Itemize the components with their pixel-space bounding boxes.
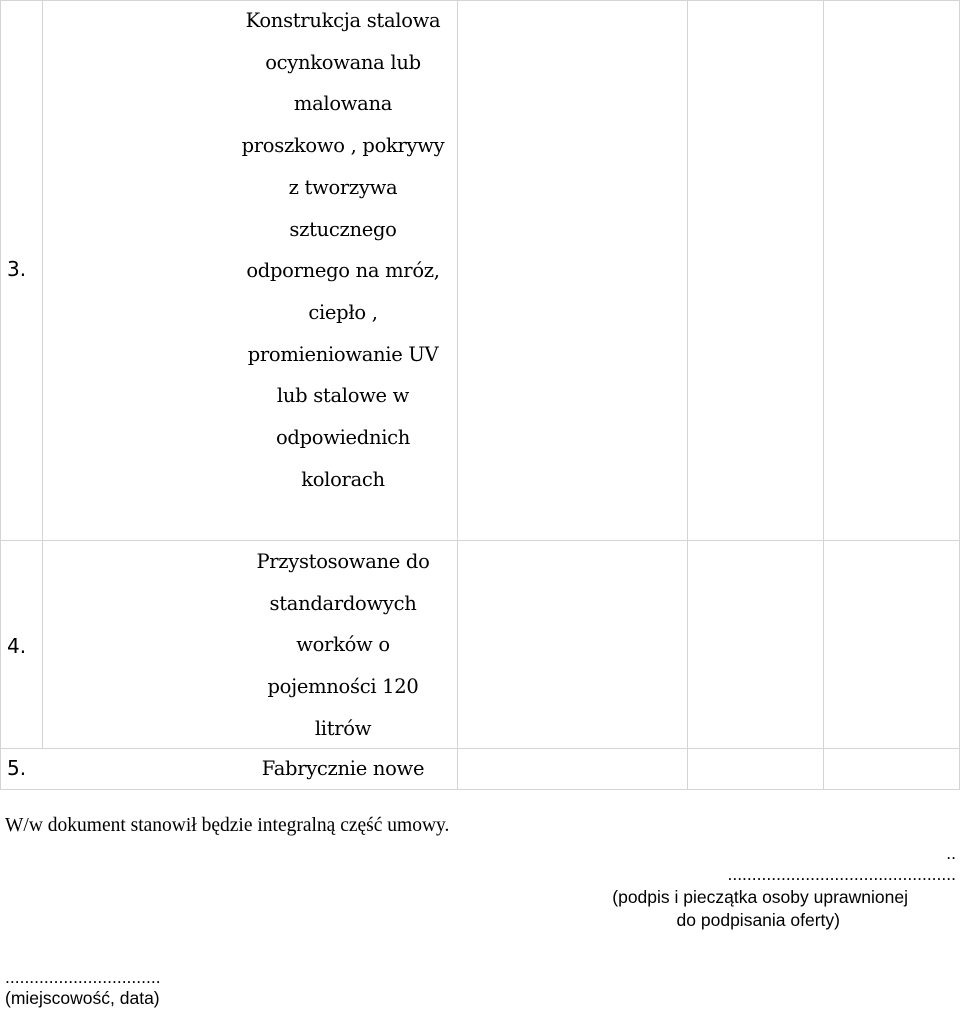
place-date-caption: (miejscowość, data) <box>5 988 160 1008</box>
row-divider <box>0 748 960 749</box>
row-description <box>228 0 458 500</box>
row-number: 3. <box>7 257 27 281</box>
description-line: odpowiednich <box>275 426 411 450</box>
table-border-bottom <box>0 789 960 790</box>
description-line: odpornego na mróz, <box>246 259 440 283</box>
signature-dots: .. <box>946 843 956 863</box>
column-divider <box>823 0 824 790</box>
description-line: ciepło , <box>308 300 378 324</box>
table-border-top <box>0 0 960 1</box>
description-line: worków o <box>296 633 390 657</box>
column-divider <box>687 0 688 790</box>
table-border-left <box>0 0 1 790</box>
description-line: pojemności 120 <box>267 675 419 699</box>
signature-dots: ............................................... <box>727 864 956 884</box>
signature-caption: (podpis i pieczątka osoby uprawnionej <box>612 887 908 907</box>
row-description <box>228 541 458 750</box>
description-line: promieniowanie UV <box>247 342 439 366</box>
description-line: Przystosowane do <box>256 550 430 573</box>
contract-note: W/w dokument stanowił będzie integralną część umowy. <box>5 815 450 836</box>
description-line: Fabrycznie nowe <box>261 757 425 780</box>
description-line: proszkowo , pokrywy <box>241 134 445 158</box>
place-date-dots: ................................ <box>5 967 161 987</box>
description-line: sztucznego <box>289 217 397 241</box>
description-line: lub stalowe w <box>276 384 410 408</box>
description-line: litrów <box>314 716 372 740</box>
row-number: 5. <box>7 756 27 780</box>
signature-caption: do podpisania oferty) <box>676 910 840 930</box>
description-line: malowana <box>293 92 393 116</box>
description-line: kolorach <box>301 467 385 491</box>
row-number: 4. <box>7 634 27 658</box>
row-description <box>228 748 458 790</box>
description-line: Konstrukcja stalowa <box>245 9 441 32</box>
description-line: ocynkowana lub <box>265 50 421 74</box>
row-divider <box>0 540 960 541</box>
description-line: standardowych <box>269 591 417 615</box>
column-divider <box>42 0 43 748</box>
description-line: z tworzywa <box>288 175 398 199</box>
